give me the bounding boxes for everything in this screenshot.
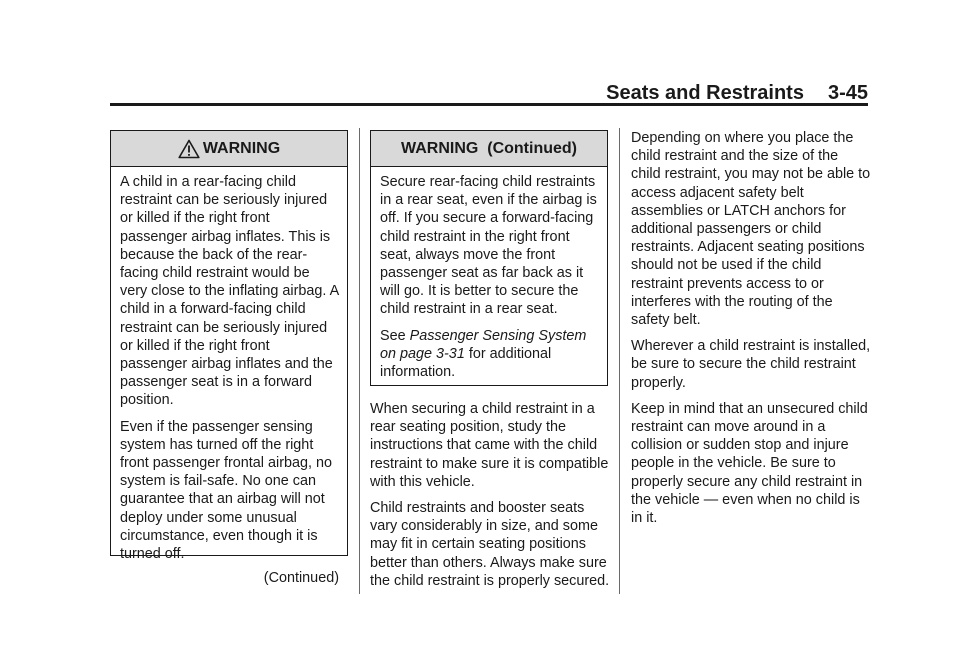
warning-box — [110, 130, 348, 587]
page-number: 3-45 — [827, 82, 868, 104]
warning-box-header — [111, 131, 347, 167]
section-title: Seats and Restraints — [606, 82, 804, 104]
warning-continued-header — [371, 131, 607, 167]
column-2-paragraph-1: When securing a child restraint in a rear seating position, study the instructions that came with the child restraint to make sure it is compatible with this vehicle. — [370, 401, 609, 490]
column-2-text — [370, 400, 610, 598]
warning-paragraph-1: A child in a rear-facing child restraint can be seriously injured or killed if the right front passenger airbag inflates. This is because the back of the rear-facing child restraint would be very close to the inflating airbag. A child in a forward-facing child restraint can be seriously injured or killed if the right front passenger airbag inflates and the passenger seat is in a forward position. — [120, 174, 339, 409]
header-rule — [110, 103, 868, 106]
warning-box-body — [111, 167, 347, 593]
see-reference — [380, 327, 599, 382]
column-divider-1 — [359, 128, 360, 594]
warning-paragraph-2: Even if the passenger sensing system has turned off the right front passenger frontal airbag, no system is fail-safe. No one can guarantee that an airbag will not deploy under some unusual circumstance, even though it is turned off. — [120, 418, 332, 563]
warning-triangle-icon — [178, 139, 200, 159]
warning-continued-paragraph: Secure rear-facing child restraints in a rear seat, even if the airbag is off. If you secure a forward-facing child restraint in the right front seat, always move the front passenger seat as far back as it will go. It is better to secure the child restraint in a rear seat. — [380, 174, 597, 318]
warning-continued-box — [370, 130, 608, 386]
column-3-text — [631, 129, 871, 535]
column-3-paragraph-2: Wherever a child restraint is installed, be sure to secure the child restraint properly. — [631, 338, 871, 391]
see-prefix: See — [380, 327, 410, 344]
column-2-paragraph-2: Child restraints and booster seats vary considerably in size, and some may fit in certain seating positions better than others. Always make sure the child restraint is properly secured. — [370, 500, 610, 589]
warning-continued-title: WARNING (Continued) — [401, 139, 577, 157]
running-header — [0, 82, 868, 105]
passenger-sensing-link[interactable]: Passenger Sensing System on page 3-31 — [380, 327, 587, 362]
see-suffix: for additional information. — [380, 345, 552, 381]
column-3-paragraph-3: Keep in mind that an unsecured child restraint can move around in a collision or sudden stop and injure people in the vehicle. Be sure to properly secure any child restraint in the vehicle — even when no child is in it. — [631, 400, 868, 527]
column-3-paragraph-1: Depending on where you place the child restraint and the size of the child restraint, you may not be able to access adjacent safety belt assemblies or LATCH anchors for additional passengers or child restraints. Adjacent seating positions should not be used if the child restraint prevents access to or interferes with the routing of the safety belt. — [631, 130, 871, 329]
warning-continued-body — [371, 167, 607, 387]
column-divider-2 — [619, 128, 620, 594]
continued-label: (Continued) — [263, 570, 339, 587]
warning-title: WARNING — [202, 139, 281, 157]
